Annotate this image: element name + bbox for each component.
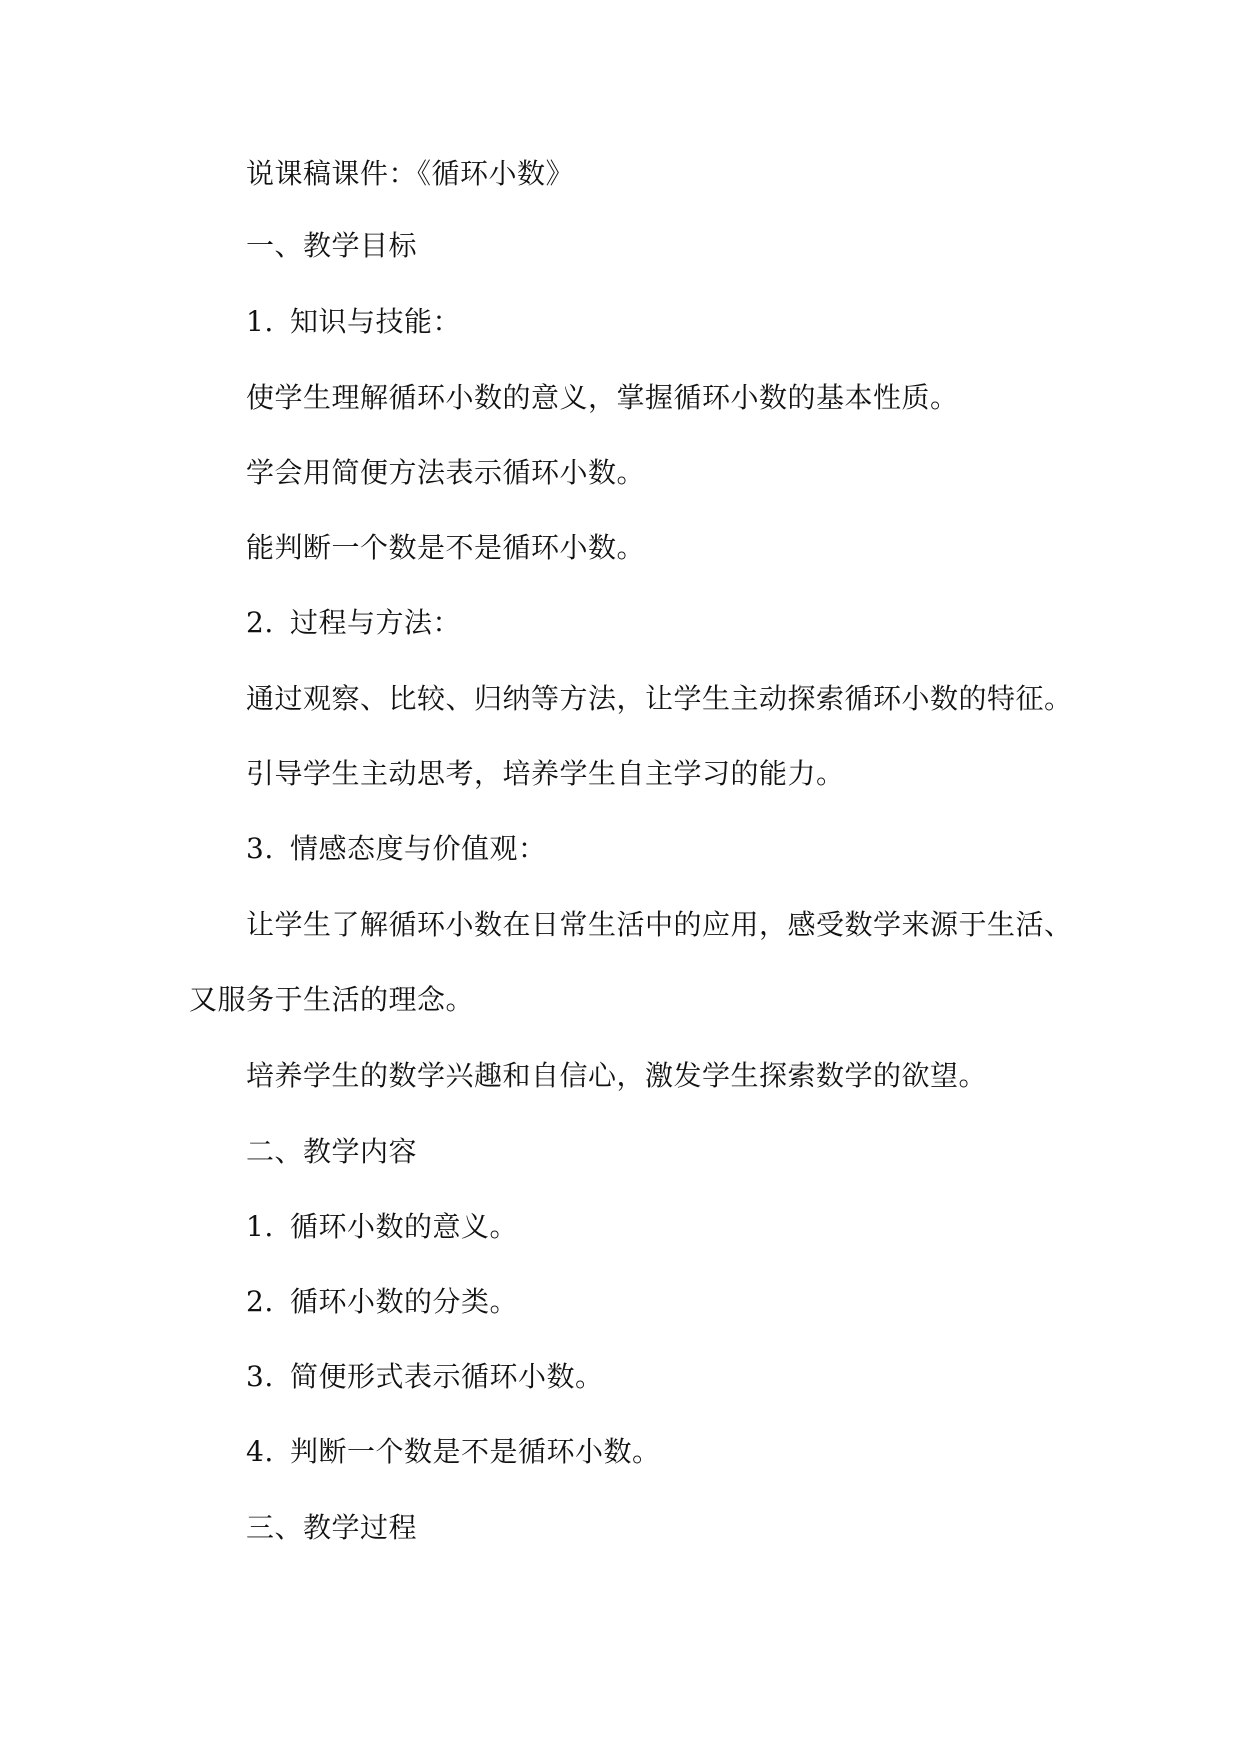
subheading-emotion-values	[246, 831, 547, 867]
paragraph: 培养学生的数学兴趣和自信心，激发学生探索数学的欲望。	[246, 1059, 988, 1092]
list-item-text: 循环小数的意义。	[290, 1210, 519, 1243]
paragraph: 使学生理解循环小数的意义，掌握循环小数的基本性质。	[246, 381, 959, 414]
list-item-text: 简便形式表示循环小数。	[290, 1360, 604, 1393]
paragraph: 能判断一个数是不是循环小数。	[246, 531, 646, 564]
subheading-label: 知识与技能：	[290, 305, 462, 338]
list-item-number: 1.	[246, 1210, 274, 1243]
list-item	[246, 1284, 518, 1320]
subheading-label: 情感态度与价值观：	[290, 832, 547, 865]
document-title: 说课稿课件：《循环小数》	[246, 157, 575, 190]
section-heading-content: 二、教学内容	[246, 1135, 418, 1168]
list-item	[246, 1209, 518, 1245]
paragraph: 通过观察、比较、归纳等方法，让学生主动探索循环小数的特征。	[246, 682, 1073, 715]
subheading-number: 3.	[246, 832, 274, 865]
list-item-number: 2.	[246, 1285, 274, 1318]
list-item	[246, 1434, 661, 1470]
subheading-number: 1.	[246, 305, 274, 338]
list-item-number: 4.	[246, 1435, 274, 1468]
paragraph: 学会用简便方法表示循环小数。	[246, 456, 646, 489]
list-item-text: 判断一个数是不是循环小数。	[290, 1435, 661, 1468]
list-item-text: 循环小数的分类。	[290, 1285, 519, 1318]
list-item	[246, 1359, 604, 1395]
subheading-knowledge-skills	[246, 304, 461, 340]
section-heading-process: 三、教学过程	[246, 1511, 418, 1544]
paragraph-continuation: 又服务于生活的理念。	[189, 983, 475, 1016]
paragraph: 让学生了解循环小数在日常生活中的应用，感受数学来源于生活、	[246, 908, 1073, 941]
section-heading-objectives: 一、教学目标	[246, 229, 418, 262]
subheading-label: 过程与方法：	[290, 606, 462, 639]
subheading-number: 2.	[246, 606, 274, 639]
paragraph: 引导学生主动思考，培养学生自主学习的能力。	[246, 757, 845, 790]
subheading-process-methods	[246, 605, 461, 641]
list-item-number: 3.	[246, 1360, 274, 1393]
